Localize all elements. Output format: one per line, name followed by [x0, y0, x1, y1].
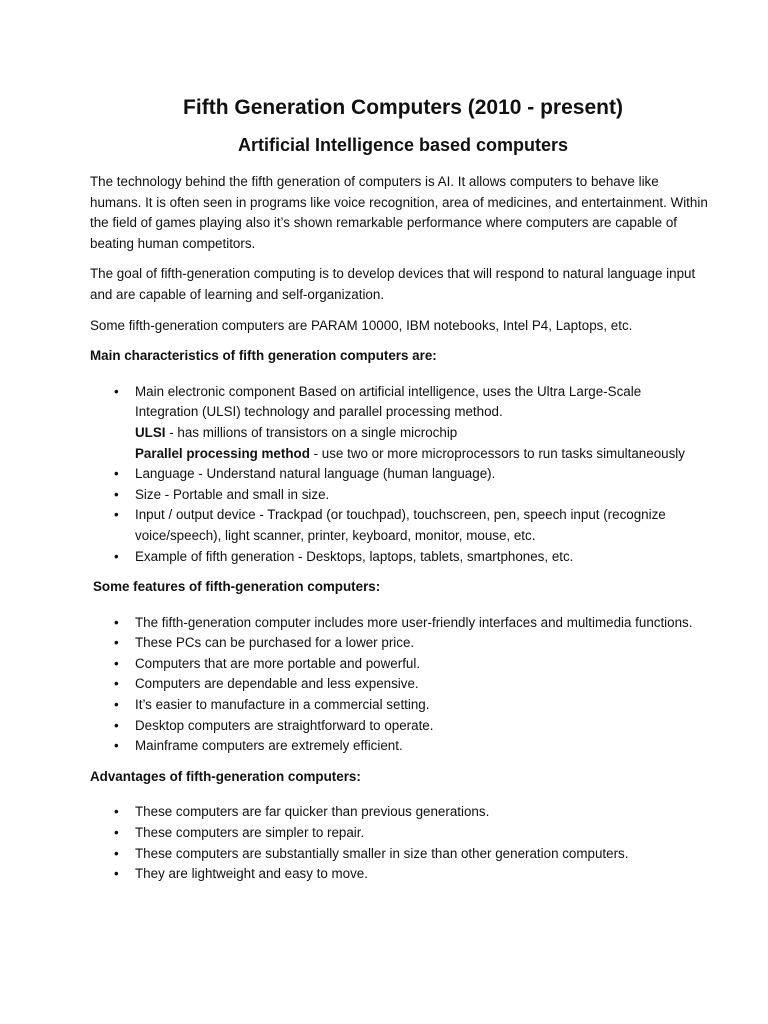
ulsi-label: ULSI — [135, 424, 166, 440]
list-item-text: These computers are far quicker than previous generations. — [135, 804, 490, 820]
bullet-icon: • — [114, 825, 119, 841]
bullet-icon: • — [114, 383, 119, 399]
bullet-icon: • — [114, 866, 119, 882]
goal-paragraph: The goal of fifth-generation computing is to develop devices that will respond to natural language input and are capable of learning and self-organization. — [90, 266, 696, 302]
bullet-icon: • — [114, 486, 119, 502]
document-title: Fifth Generation Computers (2010 - present) — [183, 96, 623, 119]
parallel-text: - use two or more microprocessors to run tasks simultaneously — [309, 445, 685, 461]
ulsi-definition — [135, 423, 708, 444]
bullet-icon: • — [114, 738, 119, 754]
list-item-text: Example of fifth generation - Desktops, laptops, tablets, smartphones, etc. — [135, 548, 574, 564]
list-item — [90, 864, 708, 885]
list-item-text: Size - Portable and small in size. — [135, 486, 330, 502]
ulsi-text: - has millions of transistors on a single microchip — [165, 424, 458, 440]
examples-paragraph: Some fifth-generation computers are PARAM 10000, IBM notebooks, Intel P4, Laptops, etc. — [90, 317, 633, 333]
list-item — [90, 716, 708, 737]
list-item — [90, 464, 708, 485]
advantages-list — [90, 802, 708, 884]
characteristics-list — [90, 382, 708, 567]
bullet-icon: • — [114, 614, 119, 630]
list-item-text: Main electronic component Based on artificial intelligence, uses the Ultra Large-Scale Integration (ULSI) technology and parallel processing method. — [135, 383, 642, 420]
bullet-icon: • — [114, 717, 119, 733]
features-heading: Some features of fifth-generation computers: — [93, 579, 381, 595]
bullet-icon: • — [114, 845, 119, 861]
list-item-text: It’s easier to manufacture in a commercial setting. — [135, 697, 430, 713]
list-item — [90, 823, 708, 844]
bullet-icon: • — [114, 655, 119, 671]
list-item — [90, 654, 708, 675]
bullet-icon: • — [114, 697, 119, 713]
list-item-text: Computers are dependable and less expensive. — [135, 676, 419, 692]
features-list — [90, 613, 708, 757]
list-item-text: Desktop computers are straightforward to operate. — [135, 717, 434, 733]
bullet-icon: • — [114, 804, 119, 820]
list-item-text: Computers that are more portable and powerful. — [135, 655, 421, 671]
characteristics-heading: Main characteristics of fifth generation computers are: — [90, 348, 437, 364]
list-item-text: Input / output device - Trackpad (or touchpad), touchscreen, pen, speech input (recognize voice/speech), light scanner, printer, keyboard, monitor, mouse, etc. — [135, 507, 666, 543]
bullet-icon: • — [114, 507, 119, 523]
list-item-text: Mainframe computers are extremely efficient. — [135, 738, 403, 754]
list-item — [90, 382, 708, 464]
list-item — [90, 505, 708, 546]
list-item-text: Language - Understand natural language (human language). — [135, 466, 496, 482]
parallel-definition — [135, 444, 708, 465]
list-item-text: These computers are substantially smaller in size than other generation computers. — [135, 845, 629, 861]
list-item — [90, 633, 708, 654]
intro-paragraph: The technology behind the fifth generation of computers is AI. It allows computers to behave like humans. It is often seen in programs like voice recognition, area of medicines, and entertainment. Within the field of games playing also it’s shown remarkable performance where computers are capable of beating human competitors. — [90, 174, 708, 251]
list-item-text: These PCs can be purchased for a lower price. — [135, 635, 415, 651]
list-item — [90, 844, 708, 865]
bullet-icon: • — [114, 676, 119, 692]
list-item — [90, 736, 708, 757]
advantages-heading: Advantages of fifth-generation computers: — [90, 768, 361, 784]
list-item — [90, 802, 708, 823]
list-item — [90, 485, 708, 506]
parallel-label: Parallel processing method — [135, 445, 310, 461]
document-subtitle: Artificial Intelligence based computers — [237, 135, 569, 155]
list-item-text: These computers are simpler to repair. — [135, 825, 365, 841]
list-item — [90, 547, 708, 568]
bullet-icon: • — [114, 548, 119, 564]
list-item-text: The fifth-generation computer includes more user-friendly interfaces and multimedia functions. — [135, 614, 693, 630]
bullet-icon: • — [114, 635, 119, 651]
list-item — [90, 613, 708, 634]
list-item — [90, 695, 708, 716]
bullet-icon: • — [114, 466, 119, 482]
list-item-text: They are lightweight and easy to move. — [135, 866, 368, 882]
list-item — [90, 674, 708, 695]
